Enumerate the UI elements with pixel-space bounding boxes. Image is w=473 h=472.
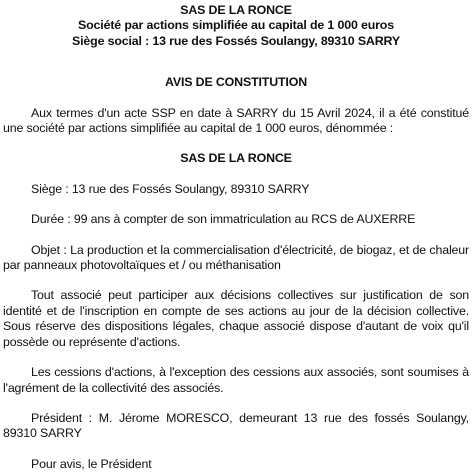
notice-title: AVIS DE CONSTITUTION [164,75,308,90]
company-header: SAS DE LA RONCE [180,3,292,17]
objet-paragraph: Objet : La production et la commercialisation d'électricité, de biogaz, et de chaleur par panneaux photovoltaïques et / ou méthanisation [3,242,469,273]
registered-office-line: Siège social : 13 rue des Fossés Soulangy, 89310 SARRY [72,33,400,48]
siege-paragraph: Siège : 13 rue des Fossés Soulangy, 89310 SARRY [31,181,310,196]
company-name: SAS DE LA RONCE [180,151,292,166]
intro-paragraph: Aux termes d'un acte SSP en date à SARRY du 15 Avril 2024, il a été constitué une société par actions simplifiée au capital de 1 000 euros, dénommée : [3,105,469,136]
cessions-paragraph: Les cessions d'actions, à l'exception des cessions aux associés, sont soumises à l'agrément de la collectivité des associés. [3,365,469,395]
associes-paragraph: Tout associé peut participer aux décisions collectives sur justification de son identité et de l'inscription en compte de ses actions au jour de la décision collective. Sous réserve des dispositions légales, chaque associé dispose d'autant de voix qu'il possède ou représente d'actions. [3,288,469,349]
president-paragraph: Président : M. Jérome MORESCO, demeurant 13 rue des fossés Soulangy, 89310 SARRY [3,410,469,441]
closing-paragraph: Pour avis, le Président [31,456,152,471]
duree-paragraph: Durée : 99 ans à compter de son immatriculation au RCS de AUXERRE [31,212,416,227]
capital-line: Société par actions simplifiée au capital de 1 000 euros [78,18,394,33]
